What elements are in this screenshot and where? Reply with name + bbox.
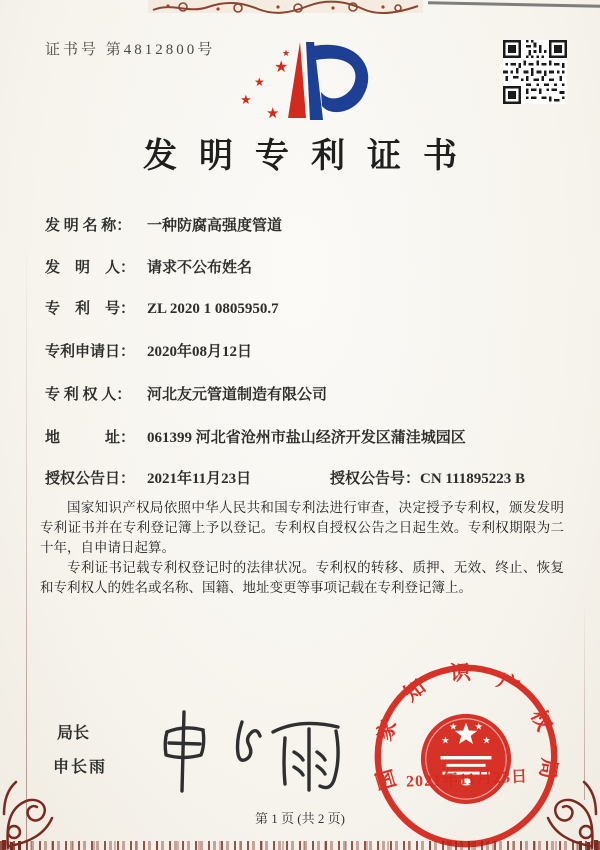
director-name-label: 申长雨 (53, 759, 108, 776)
seal-ring-text: 国家知识产权局 (373, 661, 560, 793)
field-invention-name (45, 214, 282, 235)
field-inventor (45, 256, 252, 277)
field-label: 专 利 权 人： (45, 387, 132, 403)
field-label: 专利申请日： (45, 344, 136, 360)
svg-text:★: ★ (254, 75, 265, 89)
field-patentee (45, 383, 327, 404)
svg-text:★: ★ (240, 92, 252, 107)
top-ornament (148, 0, 423, 16)
field-grant-date (45, 467, 251, 488)
director-signature (145, 698, 355, 798)
field-value: 2020年08月12日 (147, 344, 253, 360)
field-value: 请求不公布姓名 (147, 260, 253, 276)
legal-paragraph-1: 国家知识产权局依照中华人民共和国专利法进行审查，决定授予专利权，颁发发明专利证书并在专利登记簿上予以登记。专利权自授权公告之日起生效。专利权期限为二十年，自申请日起算。 (40, 500, 564, 555)
field-value: 2021年11月23日 (147, 471, 252, 487)
field-label: 地 址： (45, 430, 136, 446)
field-label: 发 明 名 称： (45, 218, 132, 234)
page-indicator: 第 1 页 (共 2 页) (255, 811, 345, 826)
svg-text:★: ★ (282, 48, 291, 58)
field-application-date (45, 340, 252, 361)
field-grant-publication-number (330, 467, 525, 488)
bottom-left-ornament (0, 758, 70, 850)
field-patent-number (45, 297, 279, 318)
bottom-right-ornament (530, 758, 600, 850)
field-value: 河北友元管道制造有限公司 (147, 387, 328, 403)
director-role-label: 局长 (57, 725, 90, 742)
field-label: 授权公告号： (330, 471, 421, 487)
legal-paragraph-2: 专利证书记载专利权登记时的法律状况。专利权的转移、质押、无效、终止、恢复和专利权人的姓名或名称、国籍、地址变更等事项记载在专利登记簿上。 (40, 560, 564, 595)
field-label: 专 利 号： (45, 301, 136, 317)
svg-text:★: ★ (274, 59, 289, 76)
certificate-number: 证书号 第4812800号 (45, 42, 216, 58)
cnipa-logo-icon (230, 30, 415, 130)
paper-edge-left (26, 230, 27, 850)
field-value: 一种防腐高强度管道 (147, 218, 283, 234)
qr-code-icon (503, 40, 567, 104)
field-label: 授权公告日： (45, 471, 136, 487)
field-address (45, 426, 466, 447)
bottom-fringe-ornament (0, 841, 600, 850)
certificate-title: 发明专利证书 (143, 138, 479, 175)
legal-text-block (40, 498, 564, 598)
svg-text:★: ★ (266, 106, 280, 122)
seal-date-stamp: 2021年11月23日 (405, 768, 529, 791)
field-value: 061399 河北省沧州市盐山经济开发区蒲洼城园区 (147, 430, 466, 446)
field-label: 发 明 人： (45, 260, 136, 276)
field-value: ZL 2020 1 0805950.7 (147, 301, 279, 317)
field-value: CN 111895223 B (420, 471, 526, 487)
photo-edge-line (428, 1, 600, 8)
national-emblem-icon (421, 714, 511, 804)
